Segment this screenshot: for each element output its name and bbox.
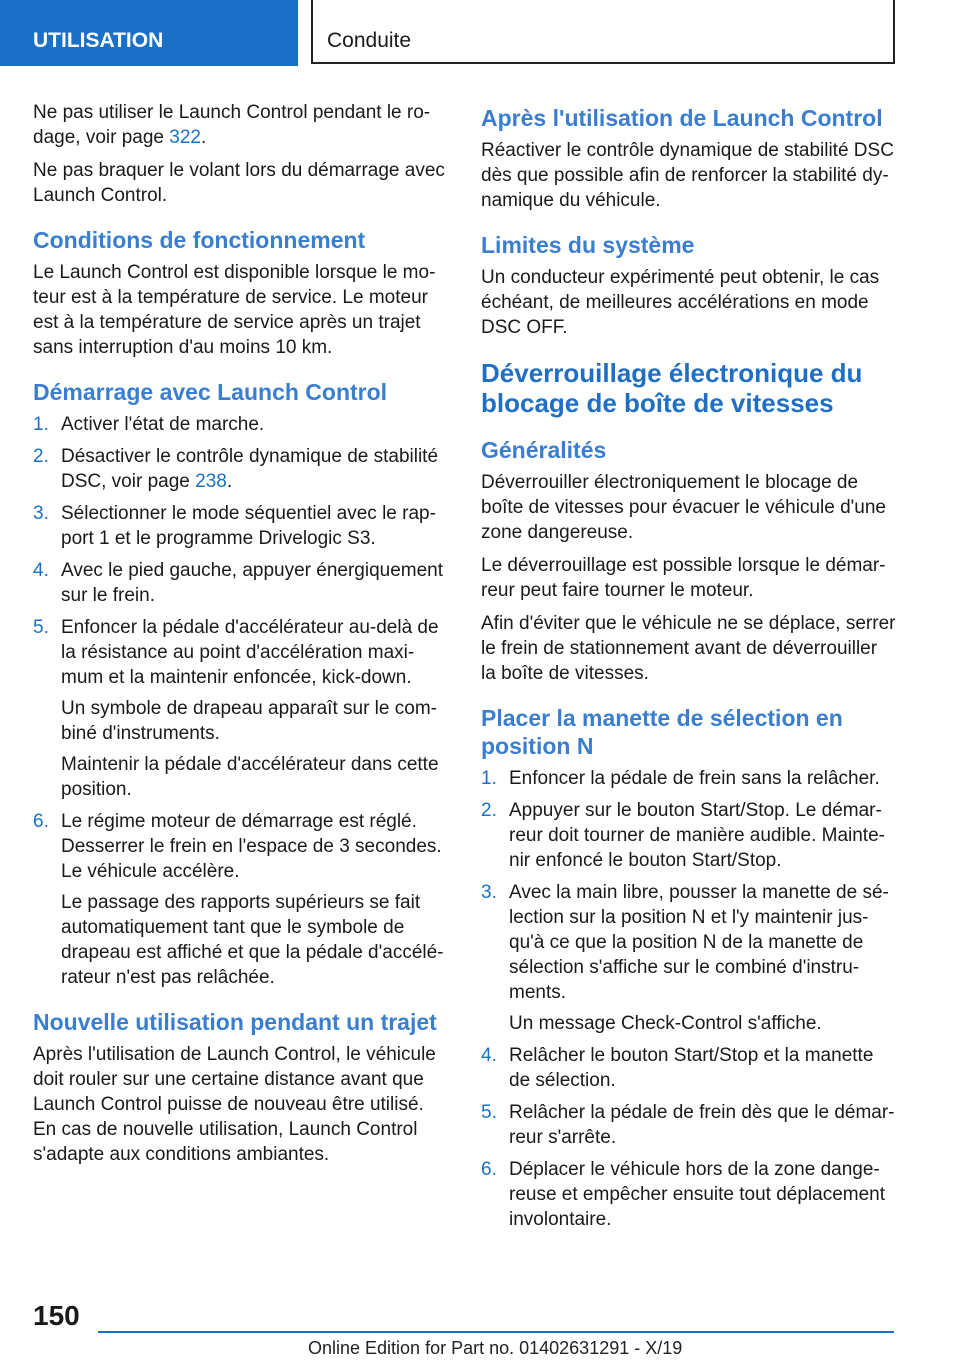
list-item: 2. Appuyer sur le bouton Start/Stop. Le démar-reur doit tourner de manière audible. Mainte-nir enfoncé le bouton Start/Stop. (481, 800, 885, 871)
conditions-paragraph: Le Launch Control est disponible lorsque le mo-teur est à la température de service. Le moteur est à la température de service après un trajet sans interruption d'au moins 10 km. (33, 262, 436, 358)
heading-demarrage: Démarrage avec Launch Control (33, 379, 388, 405)
limites-paragraph: Un conducteur expérimenté peut obtenir, le cas échéant, de meilleures accélérations en mode DSC OFF. (481, 267, 880, 338)
generalites-paragraph-1: Déverrouiller électroniquement le blocage de boîte de vitesses pour évacuer le véhicule d'une zone dangereuse. (481, 472, 886, 543)
heading-generalites: Généralités (481, 437, 607, 463)
page-header (0, 0, 960, 66)
list-item: 4. Avec le pied gauche, appuyer énergiquement sur le frein. (33, 560, 444, 606)
apres-paragraph: Réactiver le contrôle dynamique de stabilité DSC dès que possible afin de renforcer la stabilité dy-namique du véhicule. (481, 140, 894, 211)
footer-divider (98, 1331, 894, 1333)
intro-paragraph-2: Ne pas braquer le volant lors du démarrage avec Launch Control. (33, 160, 445, 206)
page-link-238[interactable]: 238 (195, 471, 227, 492)
heading-deverrouillage: Déverrouillage électronique du blocage de boîte de vitesses (481, 358, 863, 418)
nouvelle-paragraph: Après l'utilisation de Launch Control, le véhicule doit rouler sur une certaine distance avant que Launch Control puisse de nouveau être utilisé. En cas de nouvelle utilisation, Launch Control s'adapte aux conditions ambiantes. (33, 1044, 436, 1165)
list-item: 3. Sélectionner le mode séquentiel avec le rap-port 1 et le programme Drivelogic S3. (33, 503, 436, 549)
list-item: 3. Avec la main libre, pousser la manette de sé-lection sur la position N et l'y maintenir jus-qu'à ce que la position N de la manette de sélection s'affiche sur le combiné d'instru-ments. Un message Check-Control s'affiche. (481, 882, 889, 1034)
heading-apres: Après l'utilisation de Launch Control (481, 105, 883, 131)
intro-paragraph-1: Ne pas utiliser le Launch Control pendant le ro-dage, voir page 322. (33, 102, 431, 148)
list-item: 4. Relâcher le bouton Start/Stop et la manette de sélection. (481, 1045, 874, 1091)
left-column (33, 100, 448, 1175)
generalites-paragraph-3: Afin d'éviter que le véhicule ne se déplace, serrer le frein de stationnement avant de déverrouiller la boîte de vitesses. (481, 613, 896, 684)
heading-nouvelle: Nouvelle utilisation pendant un trajet (33, 1009, 437, 1035)
right-column (481, 100, 896, 1239)
list-item: 5. Relâcher la pédale de frein dès que le démar-reur s'arrête. (481, 1102, 895, 1148)
heading-limites: Limites du système (481, 232, 695, 258)
generalites-paragraph-2: Le déverrouillage est possible lorsque le démar-reur peut faire tourner le moteur. (481, 555, 886, 601)
heading-conditions: Conditions de fonctionnement (33, 227, 366, 253)
heading-placer: Placer la manette de sélection en position N (481, 705, 843, 759)
edition-text: Online Edition for Part no. 01402631291 - X/19 (308, 1338, 683, 1358)
section-tab: UTILISATION (0, 0, 298, 66)
list-item: 6. Déplacer le véhicule hors de la zone dange-reuse et empêcher ensuite tout déplacement involontaire. (481, 1159, 886, 1230)
placer-steps (481, 766, 896, 1232)
list-item: 5. Enfoncer la pédale d'accélérateur au-delà de la résistance au point d'accélération maxi-mum et la maintenir enfoncée, kick-down. Un symbole de drapeau apparaît sur le com-biné d'instruments. Maintenir la pédale d'accélérateur dans cette position. (33, 617, 439, 800)
list-item: 1. Enfoncer la pédale de frein sans la relâcher. (481, 768, 880, 789)
list-item: 6. Le régime moteur de démarrage est réglé. Desserrer le frein en l'espace de 3 secondes. Le véhicule accélère. Le passage des rapports supérieurs se fait automatiquement tant que le symbole de drapeau est affiché et que la pédale d'accélé-rateur n'est pas relâchée. (33, 811, 444, 988)
page-link-322[interactable]: 322 (169, 127, 201, 148)
list-item: 2. Désactiver le contrôle dynamique de stabilité DSC, voir page 238. (33, 446, 439, 492)
subsection-tab: Conduite (311, 0, 895, 64)
page-number: 150 (33, 1300, 80, 1331)
demarrage-steps (33, 412, 448, 990)
list-item: 1. Activer l'état de marche. (33, 414, 265, 435)
